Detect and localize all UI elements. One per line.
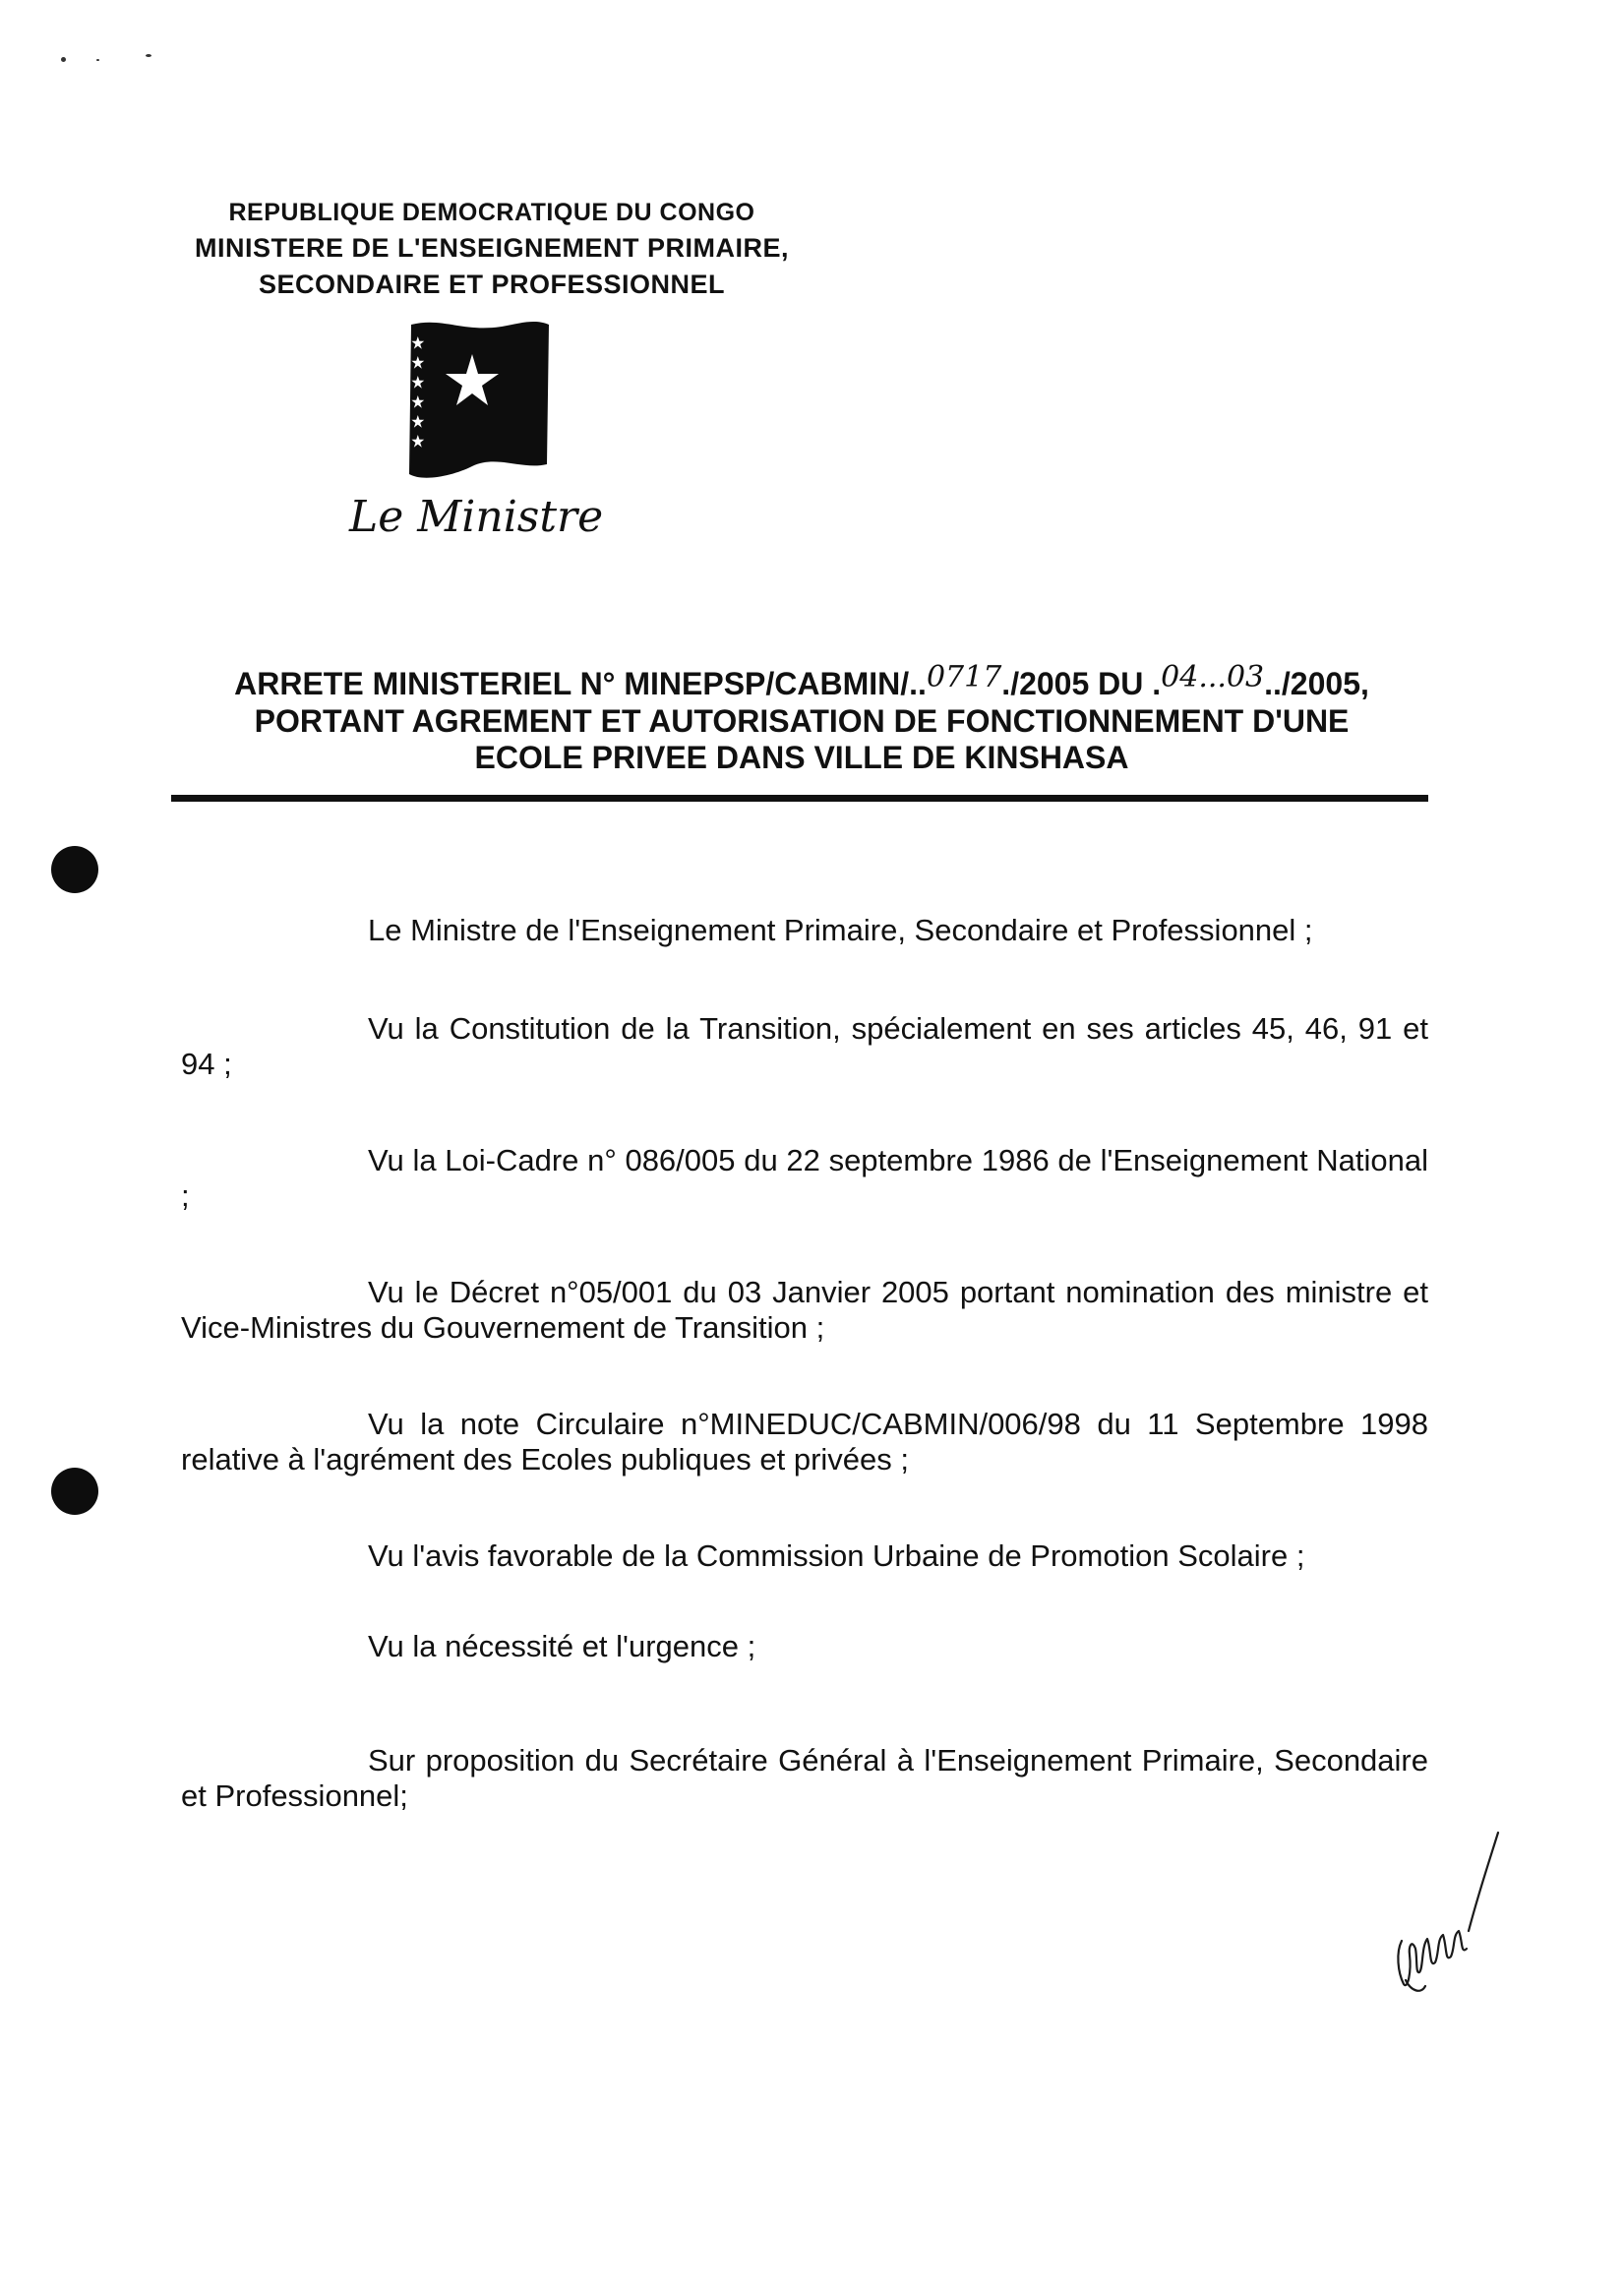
scan-speck xyxy=(96,59,99,61)
punch-hole xyxy=(51,1468,98,1515)
decree-number-middle: ./2005 DU . xyxy=(1001,666,1162,701)
ministry-name-line2: SECONDAIRE ET PROFESSIONNEL xyxy=(258,270,726,299)
decree-number-prefix: ARRETE MINISTERIEL N° MINEPSP/CABMIN/.. xyxy=(234,666,927,701)
considerant-decret xyxy=(181,1275,1428,1346)
considerant-text: Vu la note Circulaire n°MINEDUC/CABMIN/006/98 du 11 Septembre 1998 relative à l'agrément des Ecoles publiques et privées ; xyxy=(181,1407,1428,1476)
decree-title-line3: ECOLE PRIVEE DANS VILLE DE KINSHASA xyxy=(474,740,1129,775)
scan-speck xyxy=(146,54,151,57)
considerant-text: Vu la Constitution de la Transition, spécialement en ses articles 45, 46, 91 et 94 ; xyxy=(181,1011,1428,1081)
considerant-text: Vu le Décret n°05/001 du 03 Janvier 2005 portant nomination des ministre et Vice-Ministres du Gouvernement de Transition ; xyxy=(181,1275,1428,1345)
decree-number-handwritten: 0717 xyxy=(926,660,1002,694)
considerant-loi-cadre xyxy=(181,1143,1428,1214)
drc-flag-emblem-icon xyxy=(403,317,551,486)
considerant-constitution xyxy=(181,1011,1428,1082)
signatory-title: Le Ministre xyxy=(349,492,604,542)
title-divider xyxy=(171,795,1428,802)
ministry-name-line1: MINISTERE DE L'ENSEIGNEMENT PRIMAIRE, xyxy=(195,233,789,263)
considerant-text: Vu l'avis favorable de la Commission Urbaine de Promotion Scolaire ; xyxy=(368,1538,1305,1573)
decree-number-suffix: ../2005, xyxy=(1264,666,1369,701)
preamble-text: Le Ministre de l'Enseignement Primaire, Secondaire et Professionnel ; xyxy=(368,913,1313,947)
decree-date-handwritten: 04...03 xyxy=(1161,660,1265,694)
considerant-avis xyxy=(181,1538,1428,1574)
considerant-proposition xyxy=(181,1743,1428,1814)
decree-title-line1 xyxy=(167,660,1436,703)
considerant-circulaire xyxy=(181,1407,1428,1477)
country-name: REPUBLIQUE DEMOCRATIQUE DU CONGO xyxy=(228,199,755,226)
decree-title xyxy=(167,660,1436,776)
considerant-text: Sur proposition du Secrétaire Général à l'Enseignement Primaire, Secondaire et Professionnel; xyxy=(181,1743,1428,1813)
considerant-text: Vu la Loi-Cadre n° 086/005 du 22 septembre 1986 de l'Enseignement National ; xyxy=(181,1143,1428,1213)
preamble-paragraph xyxy=(181,913,1428,948)
considerant-text: Vu la nécessité et l'urgence ; xyxy=(368,1629,756,1663)
decree-title-line2: PORTANT AGREMENT ET AUTORISATION DE FONCTIONNEMENT D'UNE xyxy=(254,703,1350,739)
scan-speck xyxy=(61,57,66,62)
considerant-urgence xyxy=(181,1629,1428,1664)
punch-hole xyxy=(51,846,98,893)
handwritten-initials-icon xyxy=(1382,1825,1510,2002)
